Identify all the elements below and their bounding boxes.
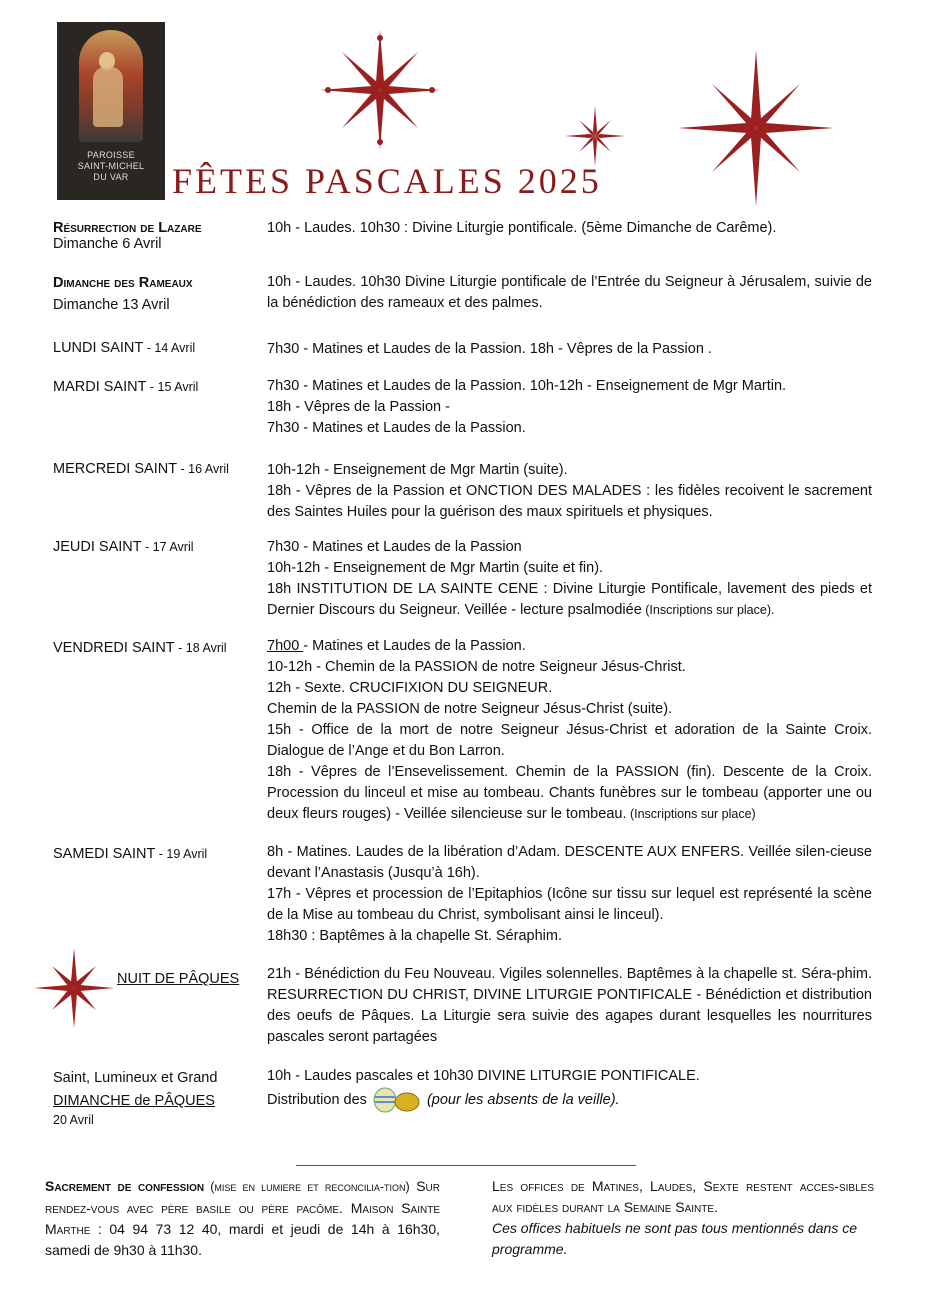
schedule-line: 10h - Laudes pascales et 10h30 DIVINE LITURGIE PONTIFICALE.	[267, 1068, 700, 1084]
schedule-label-mardi	[53, 378, 258, 397]
schedule-line: 12h - Sexte. CRUCIFIXION DU SEIGNEUR.	[267, 680, 553, 696]
label-title: SAMEDI SAINT	[53, 846, 156, 862]
schedule-time-underlined: 7h00	[267, 638, 304, 654]
divider	[296, 1165, 636, 1166]
schedule-line: 18h30 : Baptêmes à la chapelle St. Séraphim.	[267, 928, 563, 944]
label-title-2: DIMANCHE de PÂQUES	[53, 1093, 215, 1109]
schedule-line: - Matines et Laudes de la Passion.	[303, 638, 526, 654]
schedule-note: (Inscriptions sur place).	[641, 603, 775, 617]
schedule-note: (pour les absents de la veille).	[426, 1091, 620, 1108]
footer-house-details: : 04 94 73 12 40, mardi et jeudi de 14h à 16h30, samedi de 9h30 à 11h30.	[45, 1221, 440, 1258]
schedule-line: 18h - Vêpres de la Passion -	[267, 399, 450, 415]
label-title: Résurrection de Lazare	[53, 220, 202, 236]
logo-line1: PAROISSE	[87, 150, 135, 160]
label-date: 20 Avril	[53, 1113, 94, 1127]
schedule-line: 10h - Laudes. 10h30 : Divine Liturgie pontificale. (5ème Dimanche de Carême).	[267, 220, 777, 236]
schedule-line: Distribution des	[267, 1091, 367, 1108]
parish-logo	[57, 22, 165, 200]
schedule-line: 8h - Matines. Laudes de la libération d’Adam. DESCENTE AUX ENFERS. Veillée silen-cieuse devant l’Anastasis (Jusqu’à 16h).	[267, 844, 872, 881]
schedule-text-rameaux	[267, 272, 872, 314]
schedule-line: 18h - Vêpres de la Passion et ONCTION DES MALADES : les fidèles recoivent le sacrement des Saintes Huiles pour la guérison des maux spirituels et physiques.	[267, 483, 872, 520]
footer-offices-text: Les offices de Matines, Laudes, Sexte restent acces-sibles aux fidèles durant la Semaine Sainte.	[492, 1178, 874, 1215]
label-date: - 15 Avril	[146, 380, 199, 394]
schedule-text-samedi	[267, 842, 872, 947]
schedule-label-rameaux	[53, 274, 258, 315]
schedule-line: 7h30 - Matines et Laudes de la Passion	[267, 539, 522, 555]
schedule-line: 18h INSTITUTION DE LA SAINTE CENE : Divine Liturgie Pontificale, lavement des pieds et Dernier Discours du Seigneur. Veillée - lecture psalmodiée	[267, 581, 872, 618]
schedule-label-samedi	[53, 845, 258, 864]
schedule-label-lazare	[53, 219, 258, 254]
star-icon-large-center	[318, 28, 442, 152]
label-title: JEUDI SAINT	[53, 539, 142, 555]
schedule-line: 10-12h - Chemin de la PASSION de notre Seigneur Jésus-Christ.	[267, 659, 686, 675]
logo-line2: SAINT-MICHEL	[77, 161, 145, 171]
schedule-text-vendredi	[267, 636, 872, 825]
footer-confession	[45, 1176, 440, 1261]
label-date: - 16 Avril	[177, 462, 229, 476]
label-date: - 14 Avril	[143, 341, 196, 355]
label-title: NUIT DE PÂQUES	[117, 971, 240, 987]
schedule-line: Chemin de la PASSION de notre Seigneur Jésus-Christ (suite).	[267, 701, 673, 717]
label-title: MARDI SAINT	[53, 379, 147, 395]
schedule-text-lazare	[267, 218, 872, 239]
label-date: Dimanche 13 Avril	[53, 297, 170, 313]
schedule-line: 15h - Office de la mort de notre Seigneur Jésus-Christ et adoration de la Sainte Croix. Dialogue de l’Ange et du Bon Larron.	[267, 722, 872, 759]
schedule-text-mardi	[267, 376, 872, 439]
star-icon-small	[563, 104, 627, 168]
label-date: - 19 Avril	[155, 847, 208, 861]
schedule-line: 17h - Vêpres et procession de l’Epitaphios (Icône sur tissu sur lequel est représenté la scène de la Mise au tombeau du Christ, symbolisant ainsi le linceul).	[267, 886, 872, 923]
schedule-label-nuit-paques	[117, 970, 257, 989]
schedule-text-dimanche-paques	[267, 1066, 872, 1113]
schedule-text-mercredi	[267, 460, 872, 523]
logo-line3: DU VAR	[93, 172, 129, 182]
label-title: MERCREDI SAINT	[53, 461, 178, 477]
schedule-line: 7h30 - Matines et Laudes de la Passion. 18h - Vêpres de la Passion .	[267, 341, 712, 357]
footer-confession-appointment: Sur rendez-vous avec père basile ou père pacôme.	[45, 1178, 440, 1216]
schedule-label-jeudi	[53, 538, 258, 557]
label-title: LUNDI SAINT	[53, 340, 144, 356]
schedule-note: (Inscriptions sur place)	[626, 807, 756, 821]
schedule-line: 7h30 - Matines et Laudes de la Passion.	[267, 420, 526, 436]
schedule-line: 18h - Vêpres de l’Ensevelissement. Chemin de la PASSION (fin). Descente de la Croix. Procession du linceul et mise au tombeau. Chants funèbres sur le tombeau (apporter une ou deux fleurs rouges) - Veillée silencieuse sur le tombeau.	[267, 764, 872, 822]
page-title: FÊTES PASCALES 2025	[172, 161, 602, 201]
schedule-line: 10h-12h - Enseignement de Mgr Martin (suite).	[267, 462, 568, 478]
schedule-label-dimanche-paques	[53, 1069, 258, 1130]
schedule-line: 21h - Bénédiction du Feu Nouveau. Vigiles solennelles. Baptêmes à la chapelle st. Séra-phim. RESURRECTION DU CHRIST, DIVINE LITURGIE PONTIFICALE - Bénédiction et distribution des oeufs de Pâques. La Liturgie sera suivie des agapes durant lesquelles les nourritures pascales seront partagées	[267, 966, 872, 1045]
label-date: - 18 Avril	[174, 641, 227, 655]
footer-confession-paren: (mise en lumiere et reconcilia-tion)	[204, 1180, 410, 1194]
label-title: VENDREDI SAINT	[53, 640, 175, 656]
schedule-label-mercredi	[53, 460, 258, 479]
schedule-label-lundi	[53, 339, 258, 358]
schedule-label-vendredi	[53, 639, 258, 658]
label-date: - 17 Avril	[141, 540, 194, 554]
label-title: Dimanche des Rameaux	[53, 275, 193, 291]
label-title: Saint, Lumineux et Grand	[53, 1070, 218, 1086]
schedule-text-lundi	[267, 339, 872, 360]
star-icon-paques	[33, 947, 115, 1029]
footer-house-name: Maison Sainte Marthe	[45, 1200, 440, 1237]
schedule-text-jeudi	[267, 537, 872, 621]
schedule-line: 7h30 - Matines et Laudes de la Passion. 10h-12h - Enseignement de Mgr Martin.	[267, 378, 787, 394]
easter-eggs-icon	[371, 1087, 423, 1113]
footer-offices-note: Ces offices habituels ne sont pas tous mentionnés dans ce programme.	[492, 1220, 857, 1257]
footer-confession-title: Sacrement de confession	[45, 1178, 205, 1194]
star-icon-large-right	[676, 48, 836, 208]
footer-offices	[492, 1176, 874, 1260]
logo-text	[57, 150, 165, 183]
icon-figure	[93, 67, 123, 127]
label-date: Dimanche 6 Avril	[53, 236, 162, 252]
schedule-text-nuit-paques	[267, 964, 872, 1048]
schedule-line: 10h - Laudes. 10h30 Divine Liturgie pontificale de l’Entrée du Seigneur à Jérusalem, suivie de la bénédiction des rameaux et des palmes.	[267, 274, 872, 311]
schedule-line: 10h-12h - Enseignement de Mgr Martin (suite et fin).	[267, 560, 604, 576]
